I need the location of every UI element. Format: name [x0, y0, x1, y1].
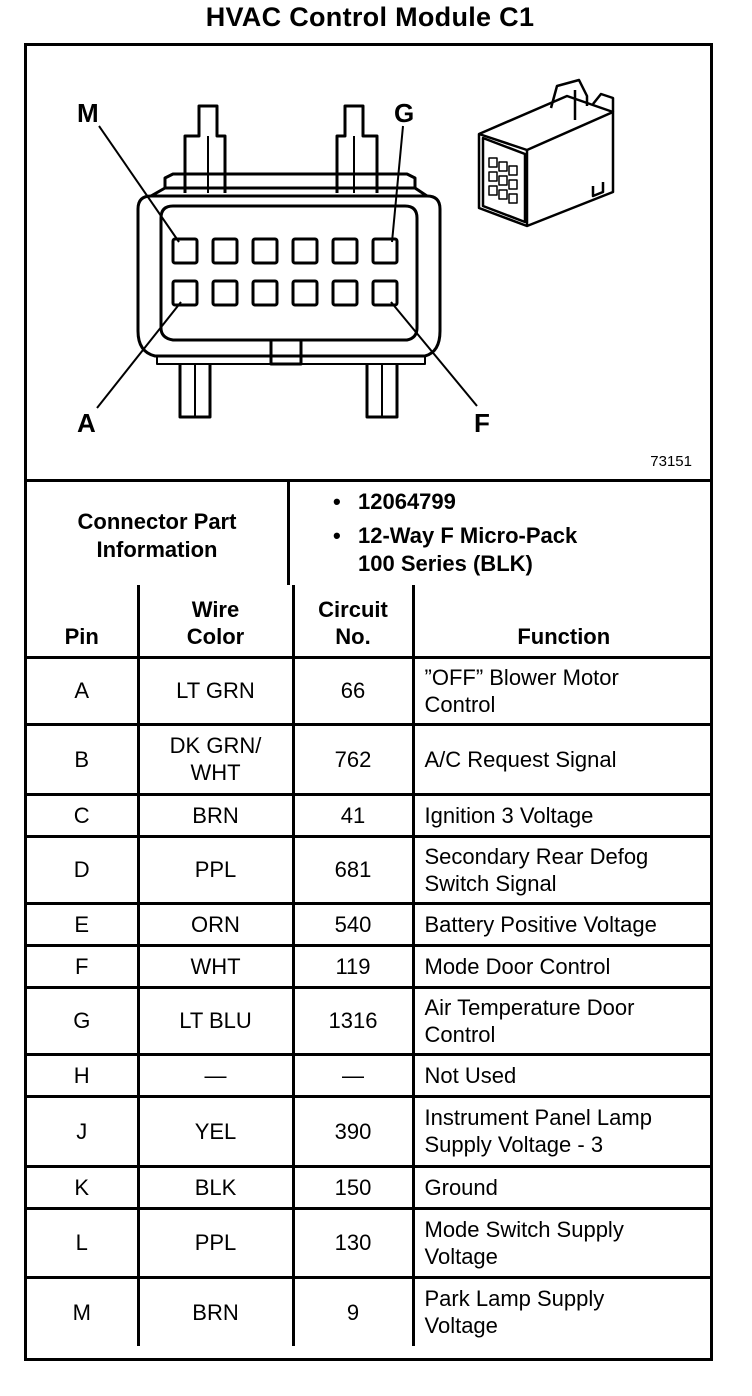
figure-number: 73151	[650, 453, 692, 470]
pin-cell: K	[27, 1166, 138, 1208]
pin-table-header	[27, 585, 713, 657]
wire-color-cell	[138, 836, 293, 903]
pin-cell: A	[27, 657, 138, 724]
wire-color-cell	[138, 657, 293, 724]
wire-color-cell-line: ORN	[191, 911, 240, 937]
function-cell	[413, 724, 713, 794]
wire-color-cell	[138, 945, 293, 987]
part-number-text: 12064799	[358, 489, 456, 514]
header-circuit-line2: No.	[335, 623, 371, 649]
connector-info-list	[327, 488, 697, 584]
connector-frame	[24, 43, 713, 1361]
pin-cell: B	[27, 724, 138, 794]
circuit-cell: 1316	[293, 987, 413, 1054]
pin-table	[27, 585, 713, 1346]
table-row	[27, 987, 713, 1054]
wire-color-cell	[138, 724, 293, 794]
pin-cell: E	[27, 903, 138, 945]
header-wire-color-line2: Color	[186, 623, 245, 649]
pin-cell: M	[27, 1277, 138, 1346]
table-row	[27, 945, 713, 987]
connector-perspective-icon	[479, 80, 613, 226]
function-cell-line: Mode Door Control	[424, 953, 611, 979]
table-row	[27, 657, 713, 724]
connector-description-line2: 100 Series (BLK)	[358, 551, 533, 576]
function-cell	[413, 657, 713, 724]
pin-cell: J	[27, 1096, 138, 1166]
function-cell	[413, 836, 713, 903]
pin-table-body	[27, 657, 713, 1346]
function-cell-line: Mode Switch Supply	[424, 1216, 624, 1242]
header-pin: Pin	[27, 585, 138, 657]
connector-part-information	[27, 479, 710, 585]
wire-color-cell-line: BRN	[192, 802, 239, 828]
pin-label-f: F	[474, 408, 490, 438]
table-row	[27, 1208, 713, 1277]
function-cell	[413, 1208, 713, 1277]
wire-color-cell-line: PPL	[194, 857, 237, 882]
function-cell-line: Ground	[424, 1174, 498, 1200]
table-row	[27, 1166, 713, 1208]
connector-info-label	[27, 482, 290, 585]
function-cell-line: Battery Positive Voltage	[424, 911, 657, 937]
wire-color-cell-line: —	[204, 1062, 227, 1088]
wire-color-cell-line: YEL	[194, 1118, 237, 1144]
pin-label-a: A	[77, 408, 96, 438]
circuit-cell: 9	[293, 1277, 413, 1346]
function-cell-line: Ignition 3 Voltage	[424, 802, 594, 828]
function-cell	[413, 1054, 713, 1096]
circuit-cell: 390	[293, 1096, 413, 1166]
function-cell-line: Air Temperature Door	[424, 994, 635, 1020]
function-cell	[413, 794, 713, 836]
circuit-cell: —	[293, 1054, 413, 1096]
page-title: HVAC Control Module C1	[205, 2, 535, 32]
function-cell-line: Supply Voltage - 3	[424, 1132, 604, 1157]
wire-color-cell	[138, 1054, 293, 1096]
table-row	[27, 903, 713, 945]
function-cell-line: A/C Request Signal	[424, 746, 617, 772]
circuit-cell: 130	[293, 1208, 413, 1277]
function-cell-line: Park Lamp Supply	[424, 1286, 605, 1312]
circuit-cell: 150	[293, 1166, 413, 1208]
wire-color-cell-line: LT BLU	[179, 1008, 252, 1033]
wire-color-cell	[138, 1208, 293, 1277]
table-row	[27, 1277, 713, 1346]
table-row	[27, 724, 713, 794]
function-cell-line: Control	[424, 1021, 496, 1047]
header-circuit-no	[293, 585, 413, 657]
wire-color-cell-line: LT GRN	[176, 678, 255, 703]
connector-description	[327, 522, 697, 578]
circuit-cell: 540	[293, 903, 413, 945]
table-row	[27, 1054, 713, 1096]
circuit-cell: 41	[293, 794, 413, 836]
pin-cell: F	[27, 945, 138, 987]
pin-cell: D	[27, 836, 138, 903]
header-wire-color-line1: Wire	[191, 596, 240, 622]
pin-label-g: G	[394, 98, 415, 128]
table-row	[27, 1096, 713, 1166]
function-cell	[413, 987, 713, 1054]
circuit-cell: 66	[293, 657, 413, 724]
connector-info-label-line1: Connector Part	[77, 508, 237, 534]
wire-color-cell	[138, 794, 293, 836]
pin-cell: L	[27, 1208, 138, 1277]
wire-color-cell	[138, 1166, 293, 1208]
circuit-cell: 681	[293, 836, 413, 903]
pin-cell: G	[27, 987, 138, 1054]
function-cell	[413, 945, 713, 987]
function-cell	[413, 1277, 713, 1346]
function-cell-line: Instrument Panel Lamp	[424, 1105, 652, 1130]
pin-cell: H	[27, 1054, 138, 1096]
wire-color-cell	[138, 1096, 293, 1166]
wire-color-cell-line: DK GRN/	[169, 733, 262, 758]
function-cell-line: Switch Signal	[424, 870, 557, 896]
wire-color-cell	[138, 987, 293, 1054]
pin-label-m: M	[77, 98, 99, 128]
wire-color-cell-line: BRN	[192, 1299, 239, 1325]
wire-color-cell-line: BLK	[194, 1174, 237, 1200]
header-circuit-line1: Circuit	[318, 596, 388, 622]
wire-color-cell-line: WHT	[190, 760, 241, 785]
wire-color-cell	[138, 903, 293, 945]
function-cell-line: Secondary Rear Defog	[424, 843, 649, 869]
table-row	[27, 836, 713, 903]
connector-face-drawing	[27, 46, 710, 479]
header-wire-color	[138, 585, 293, 657]
function-cell-line: Voltage	[424, 1313, 498, 1339]
function-cell-line: Control	[424, 691, 496, 717]
wire-color-cell	[138, 1277, 293, 1346]
circuit-cell: 119	[293, 945, 413, 987]
table-row	[27, 794, 713, 836]
function-cell	[413, 903, 713, 945]
connector-diagram	[27, 46, 710, 479]
connector-description-line1: • 12-Way F Micro-Pack	[358, 523, 578, 548]
function-cell-line: Not Used	[424, 1062, 517, 1088]
pin-cell: C	[27, 794, 138, 836]
wire-color-cell-line: PPL	[194, 1230, 237, 1255]
pin-cavities	[173, 239, 397, 305]
wire-color-cell-line: WHT	[190, 953, 241, 979]
function-cell	[413, 1166, 713, 1208]
function-cell	[413, 1096, 713, 1166]
function-cell-line: ”OFF” Blower Motor	[424, 664, 619, 690]
part-number	[327, 488, 697, 516]
function-cell-line: Voltage	[424, 1243, 498, 1269]
circuit-cell: 762	[293, 724, 413, 794]
header-function: Function	[413, 585, 713, 657]
connector-info-label-line2: Information	[96, 536, 218, 562]
